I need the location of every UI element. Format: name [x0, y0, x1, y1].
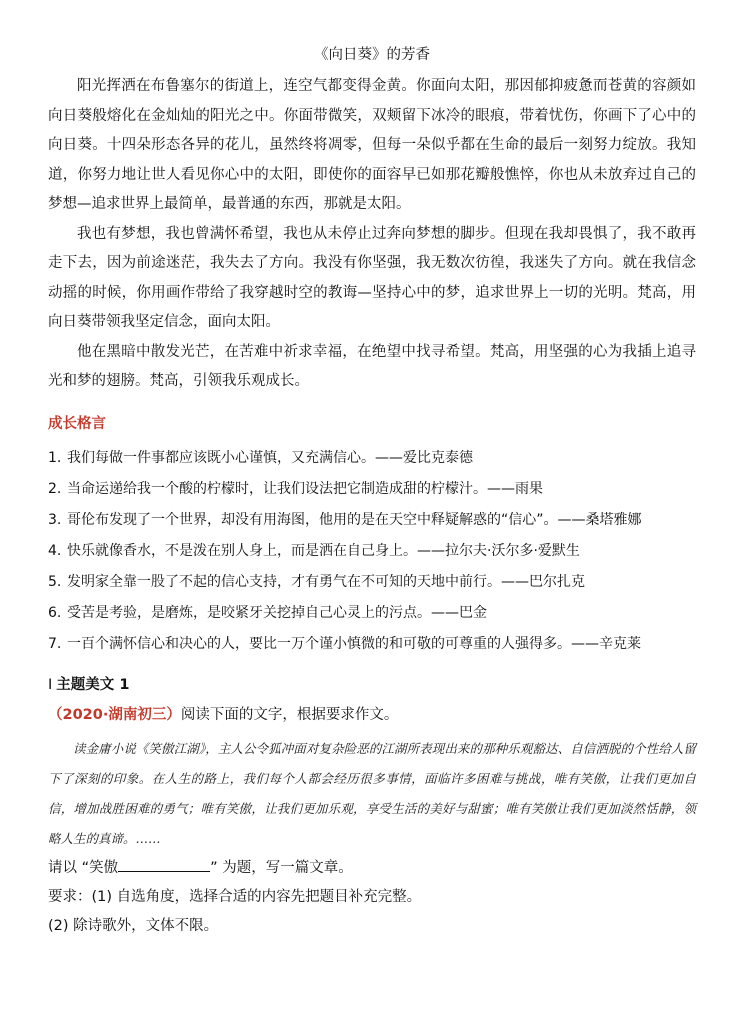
quote-item — [48, 474, 696, 505]
quote-number: 1. — [48, 449, 62, 466]
task-requirement: (2) 除诗歌外，文体不限。 — [48, 917, 219, 934]
quote-text: 一百个满怀信心和决心的人，要比一万个谨小慎微的和可敬的可尊重的人强得多。——辛克莱 — [67, 635, 641, 652]
quote-item — [48, 567, 696, 598]
section-heading-theme-essay — [48, 674, 696, 696]
quote-text: 哥伦布发现了一个世界，却没有用海图，他用的是在天空中释疑解惑的“信心”。——桑塔雅娜 — [67, 511, 642, 528]
quote-number: 3. — [48, 511, 62, 528]
document-page — [48, 44, 696, 941]
quote-text: 我们每做一件事都应该既小心谨慎，又充满信心。——爱比克泰德 — [67, 449, 473, 466]
quote-item — [48, 536, 696, 567]
reading-passage: 读金庸小说《笑傲江湖》，主人公令狐冲面对复杂险恶的江湖所表现出来的那种乐观豁达、自信洒脱的个性给人留下了深刻的印象。在人生的路上，我们每个人都会经历很多事情，面临许多困难与挑战，唯有笑傲，让我们更加自信，增加战胜困难的勇气；唯有笑傲，让我们更加乐观，享受生活的美好与甜蜜；唯有笑傲让我们更加淡然恬静，领略人生的真谛。…… — [48, 740, 696, 846]
essay-paragraph: 他在黑暗中散发光芒，在苦难中祈求幸福，在绝望中找寻希望。梵高，用坚强的心为我插上追寻光和梦的翅膀。梵高，引领我乐观成长。 — [48, 343, 696, 389]
quote-item — [48, 598, 696, 629]
section-heading-growth-quotes: 成长格言 — [48, 415, 106, 432]
quote-number: 4. — [48, 542, 62, 559]
quote-number: 6. — [48, 604, 62, 621]
essay-title: 《向日葵》的芳香 — [314, 47, 430, 63]
quote-text: 快乐就像香水，不是泼在别人身上，而是洒在自己身上。——拉尔夫·沃尔多·爱默生 — [67, 542, 580, 559]
quote-text: 发明家全靠一股了不起的信心支持，才有勇气在不可知的天地中前行。——巴尔扎克 — [67, 573, 585, 590]
quote-number: 5. — [48, 573, 62, 590]
task-title-line — [48, 854, 696, 883]
essay-body — [48, 72, 696, 397]
prompt-instruction: 阅读下面的文字，根据要求作文。 — [180, 706, 399, 723]
task-title-prefix: 请以 “笑傲 — [48, 859, 119, 876]
quote-item — [48, 443, 696, 474]
task-requirement: 要求：(1) 自选角度，选择合适的内容先把题目补充完整。 — [48, 888, 422, 905]
quote-list — [48, 443, 696, 660]
section-marker: I — [48, 676, 53, 693]
writing-task — [48, 854, 696, 941]
section-heading-label: 主题美文 1 — [56, 676, 130, 693]
quote-text: 受苦是考验，是磨炼，是咬紧牙关挖掉自己心灵上的污点。——巴金 — [67, 604, 487, 621]
writing-prompt-line — [48, 702, 696, 728]
title-blank — [118, 857, 210, 872]
quote-number: 7. — [48, 635, 62, 652]
quote-number: 2. — [48, 480, 62, 497]
essay-paragraph: 阳光挥洒在布鲁塞尔的街道上，连空气都变得金黄。你面向太阳，那因郁抑疲惫而苍黄的容颜如向日葵般熔化在金灿灿的阳光之中。你面带微笑，双颊留下冰冷的眼痕，带着忧伤，你画下了心中的向日葵。十四朵形态各异的花儿，虽然终将凋零，但每一朵似乎都在生命的最后一刻努力绽放。我知道，你努力地让世人看见你心中的太阳，即使你的面容早已如那花瓣般憔悴，你也从未放弃过自己的梦想—追求世界上最简单，最普通的东西，那就是太阳。 — [48, 78, 696, 212]
prompt-source: （2020·湖南初三） — [48, 706, 181, 723]
essay-paragraph: 我也有梦想，我也曾满怀希望，我也从未停止过奔向梦想的脚步。但现在我却畏惧了，我不敢再走下去，因为前途迷茫，我失去了方向。我没有你坚强，我无数次彷徨，我迷失了方向。就在我信念动摇的时候，你用画作带给了我穿越时空的教诲—坚持心中的梦，追求世界上一切的光明。梵高，用向日葵带领我坚定信念，面向太阳。 — [48, 225, 696, 330]
task-title-suffix: ” 为题，写一篇文章。 — [210, 859, 353, 876]
quote-item — [48, 629, 696, 660]
quote-item — [48, 505, 696, 536]
quote-text: 当命运递给我一个酸的柠檬时，让我们设法把它制造成甜的柠檬汁。——雨果 — [67, 480, 543, 497]
